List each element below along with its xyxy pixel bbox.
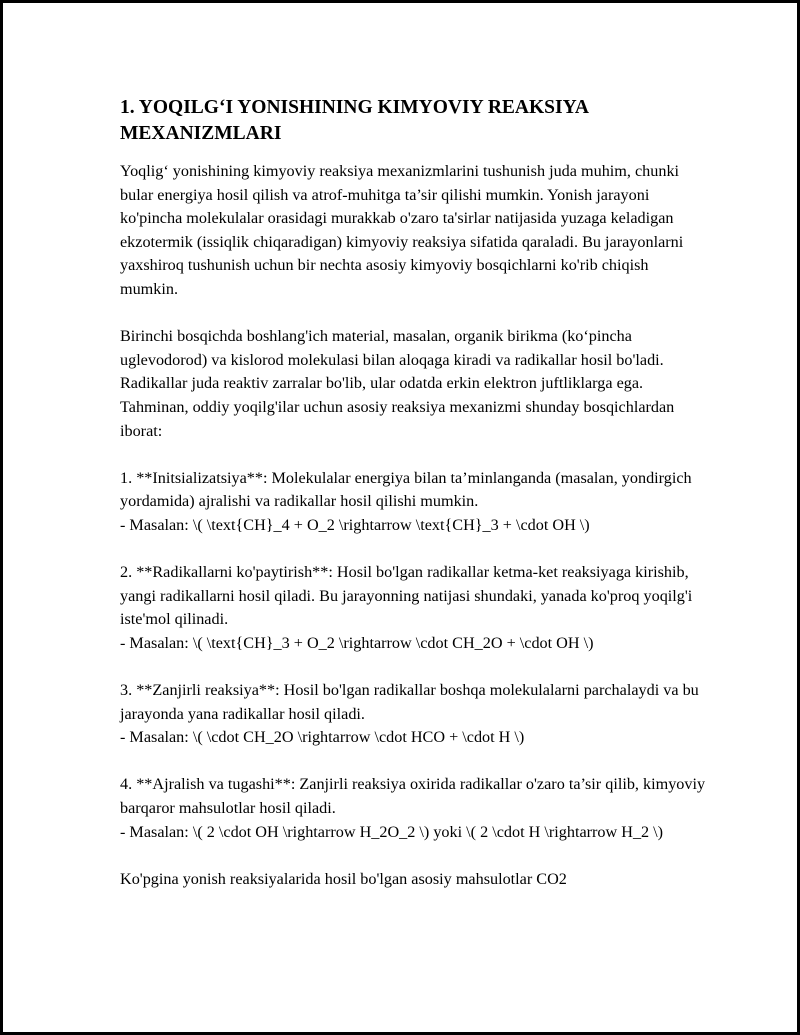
list-item-termination: 4. **Ajralish va tugashi**: Zanjirli reaksiya oxirida radikallar o'zaro ta’sir qilib, kimyoviy barqaror mahsulotlar hosil qiladi. - Masalan: \( 2 \cdot OH \rightarrow H_2O_2 \) yoki \( 2 \cdot H \rightarrow H_2 \) (120, 775, 706, 841)
list-item-chain-reaction: 3. **Zanjirli reaksiya**: Hosil bo'lgan radikallar boshqa molekulalarni parchalaydi va bu jarayonda yana radikallar hosil qiladi. - Masalan: \( \cdot CH_2O \rightarrow \cdot HCO + \cdot H \) (120, 681, 699, 747)
paragraph-first-stage: Birinchi bosqichda boshlang'ich material, masalan, organik birikma (ko‘pincha uglevodorod) va kislorod molekulasi bilan aloqaga kiradi va radikallar hosil bo'ladi. Radikallar juda reaktiv zarralar bo'lib, ular odatda erkin elektron juftliklarga ega. Tahminan, oddiy yoqilg'ilar uchun asosiy reaksiya mexanizmi shunday bosqichlardan iborat: (120, 327, 675, 440)
paragraph-intro: Yoqlig‘ yonishining kimyoviy reaksiya mexanizmlarini tushunish juda muhim, chunki bular energiya hosil qilish va atrof-muhitga ta’sir qilishi mumkin. Yonish jarayoni ko'pincha molekulalar orasidagi murakkab o'zaro ta'sirlar natijasida yuzaga keladigan ekzotermik (issiqlik chiqaradigan) kimyoviy reaksiya sifatida qaraladi. Bu jarayonlarni yaxshiroq tushunish uchun bir nechta asosiy kimyoviy bosqichlarni ko'rib chiqish mumkin. (120, 162, 684, 298)
paragraph-products: Ko'pgina yonish reaksiyalarida hosil bo'lgan asosiy mahsulotlar CO2 (120, 869, 567, 888)
document-title: 1. YOQILG‘I YONISHINING KIMYOVIY REAKSIYA MEXANIZMLARI (120, 97, 588, 144)
list-item-propagation: 2. **Radikallarni ko'paytirish**: Hosil bo'lgan radikallar ketma-ket reaksiyaga kirishib, yangi radikallarni hosil qiladi. Bu jarayonning natijasi shundaki, yanada ko'proq yoqilg'i iste'mol qilinadi. - Masalan: \( \text{CH}_3 + O_2 \rightarrow \cdot CH_2O + \cdot OH \) (120, 563, 693, 652)
list-item-initiation: 1. **Initsializatsiya**: Molekulalar energiya bilan ta’minlanganda (masalan, yondirgich yordamida) ajralishi va radikallar hosil qilishi mumkin. - Masalan: \( \text{CH}_4 + O_2 \rightarrow \text{CH}_3 + \cdot OH \) (120, 468, 692, 534)
document-body (120, 95, 710, 915)
